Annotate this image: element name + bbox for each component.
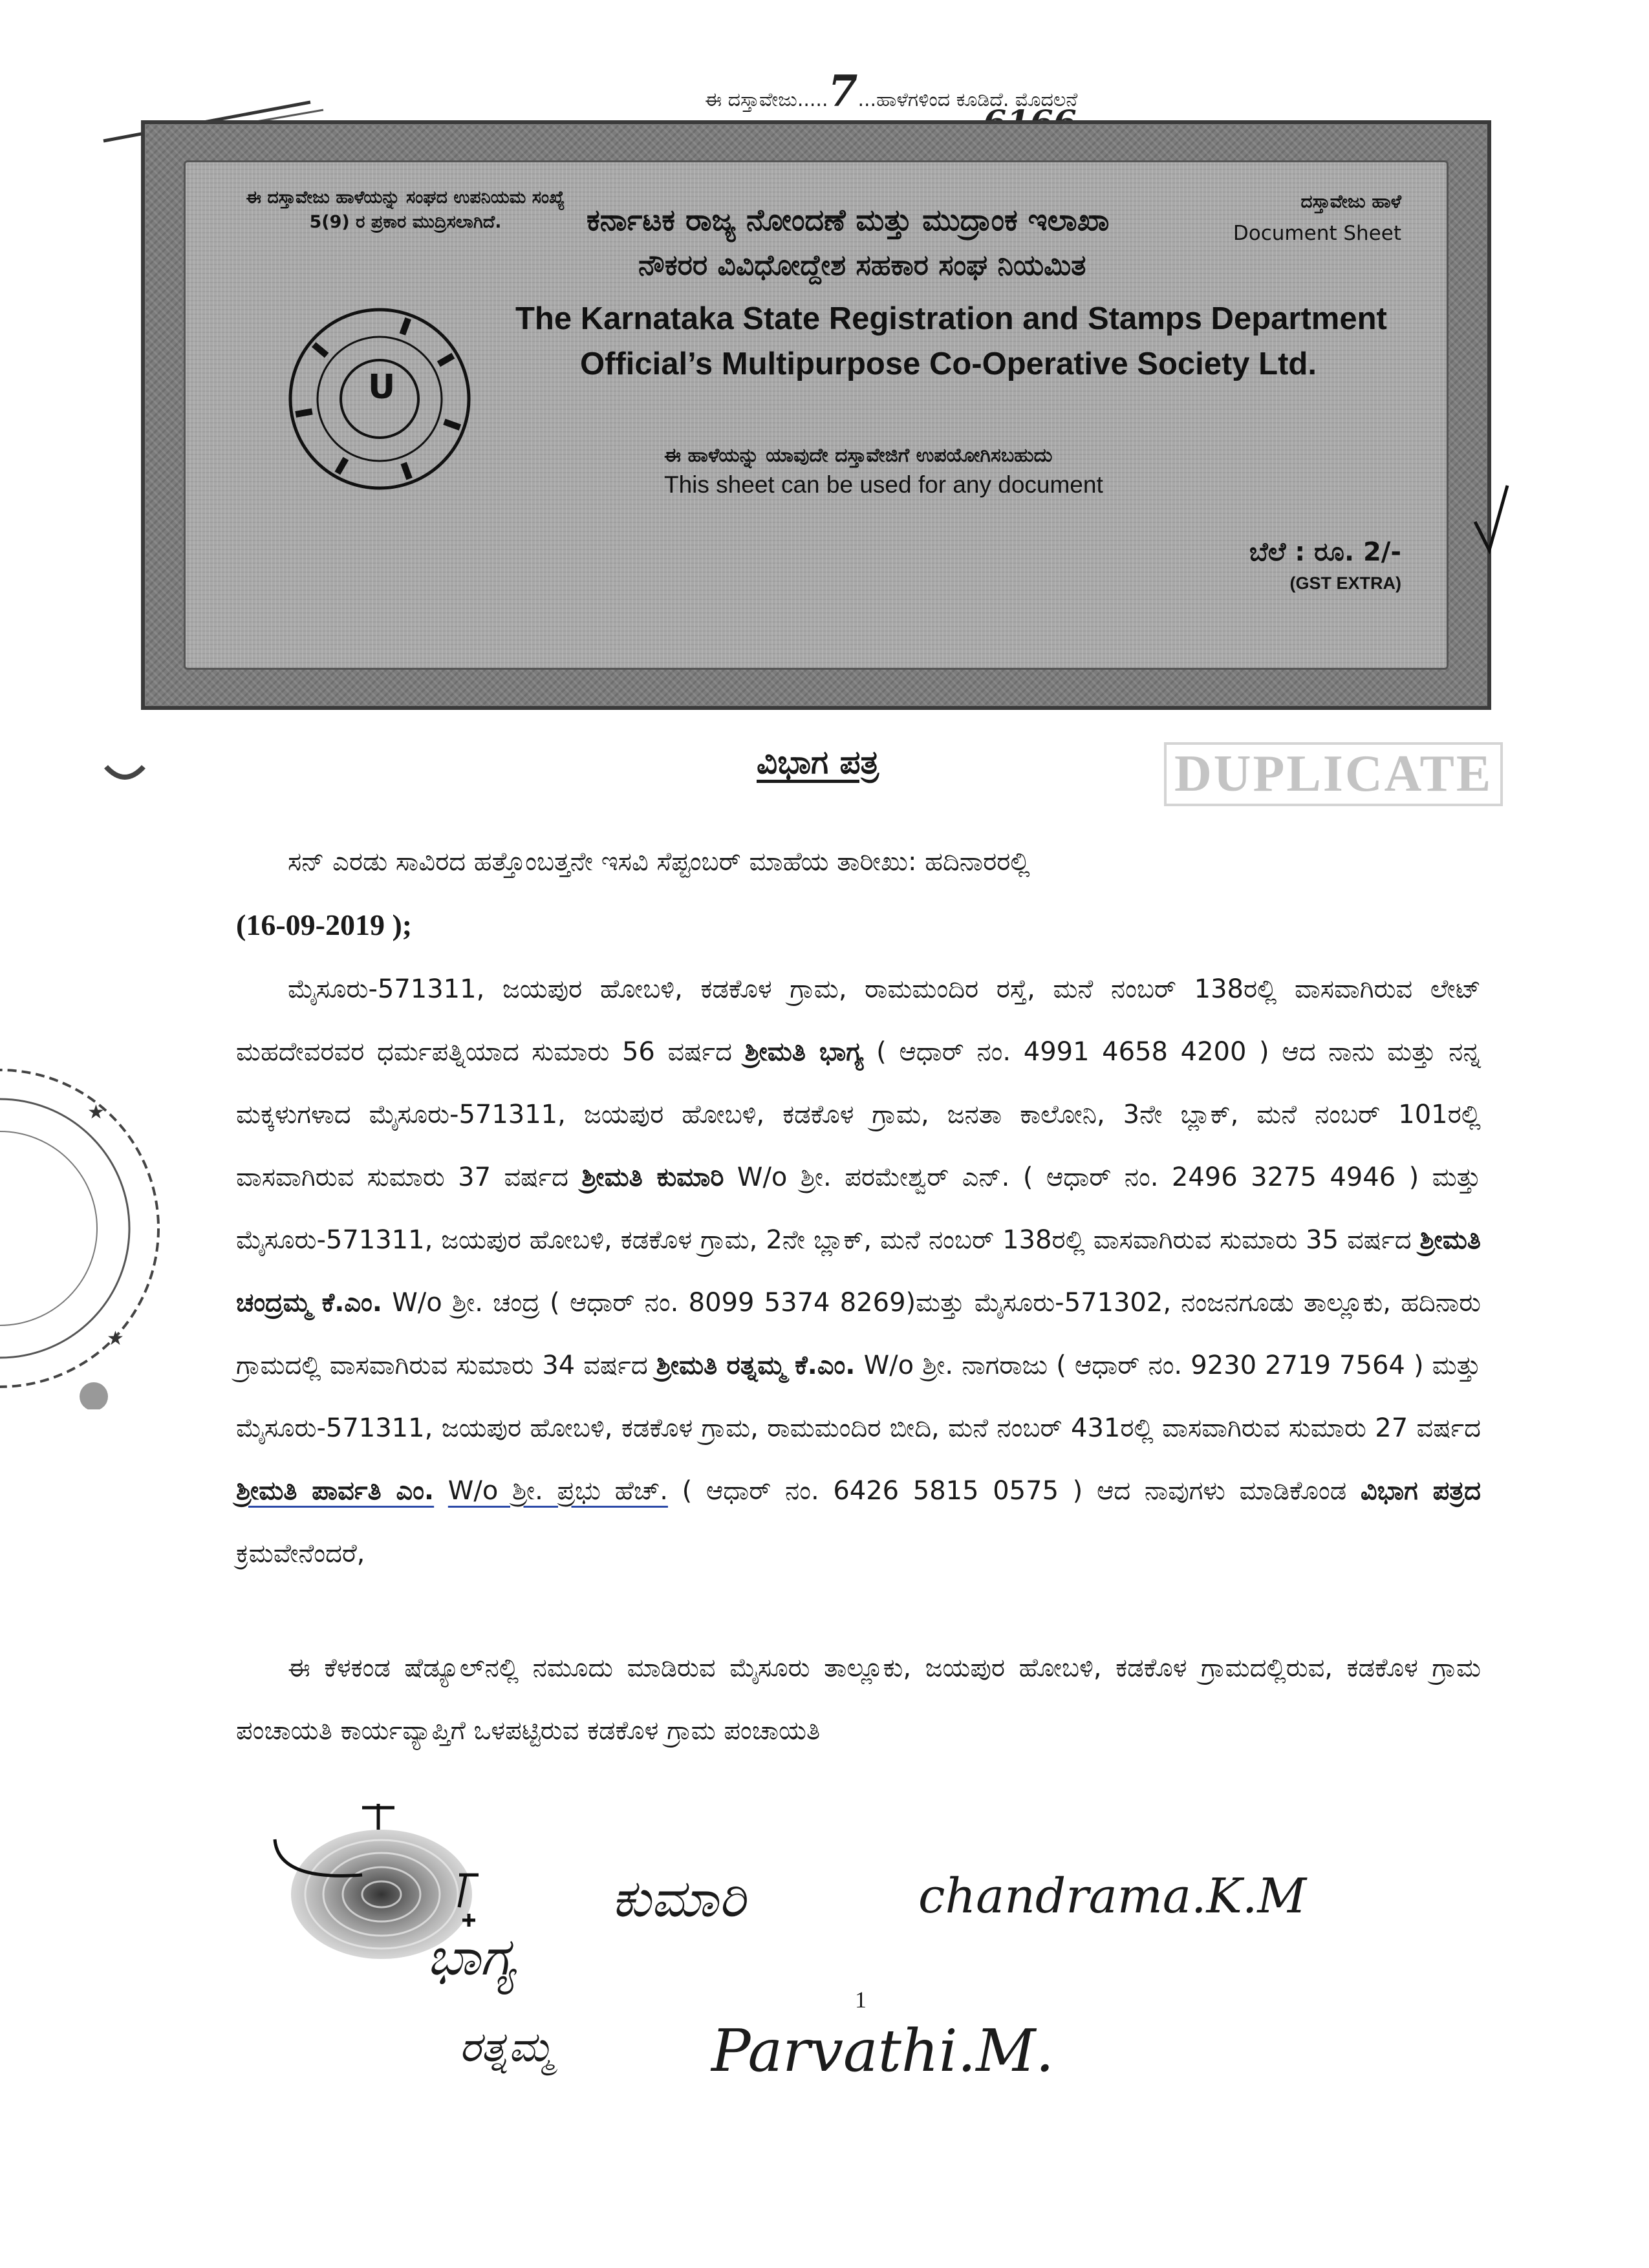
sheet-rule-text: ಈ ದಸ್ತಾವೇಜು ಹಾಳೆಯನ್ನು ಸಂಘದ ಉಪನಿಯಮ ಸಂಖ್ಯೆ 5(9) ರ ಪ್ರಕಾರ ಮುದ್ರಿಸಲಾಗಿದೆ. (246, 187, 565, 232)
date-text: ಸನ್ ಎರಡು ಸಾವಿರದ ಹತ್ತೊಂಬತ್ತನೇ ಇಸವಿ ಸೆಪ್ಟಂಬರ್ ಮಾಹೆಯ ತಾರೀಖು: ಹದಿನಾರರಲ್ಲಿ (288, 847, 1030, 877)
pages-note-suffix: ಹಾಳೆಗಳಿಂದ ಕೂಡಿದೆ. ಮೊದಲನೆ (876, 89, 1078, 111)
party-name: ಶ್ರೀಮತಿ ಕುಮಾರಿ (581, 1162, 724, 1192)
svg-text:★: ★ (87, 1101, 105, 1124)
department-name-kannada: ಕರ್ನಾಟಕ ರಾಜ್ಯ ನೋಂದಣೆ ಮತ್ತು ಮುದ್ರಾಂಕ ಇಲಾಖಾ (587, 202, 1110, 237)
party-relation: W/o ಶ್ರೀ. ಪ್ರಭು ಹೆಚ್. (447, 1476, 668, 1506)
pages-count: 7 (828, 66, 858, 116)
stamp-sheet-inner-panel (184, 160, 1449, 670)
party-text: W/o ಶ್ರೀ. ನಾಗರಾಜು ( ಆಧಾರ್ ನಂ. 9230 2719 7564 ) ಮತ್ತು ಮೈಸೂರು-571311, ಜಯಪುರ ಹೋಬಳಿ, ಕಡಕೊಳ ಗ್ರಾಮ, ರಾಮಮಂದಿರ ಬೀದಿ, ಮನೆ ನಂಬರ್ 431ರಲ್ಲಿ ವಾಸವಾಗಿರುವ ಸುಮಾರು 27 ವರ್ಷದ (236, 1351, 1482, 1443)
signature-chandrama: chandrama.K.M (918, 1868, 1307, 1924)
signature-rathnamma: ರತ್ನಮ್ಮ (459, 2024, 554, 2071)
party-text: ( ಆಧಾರ್ ನಂ. 6426 5815 0575 ) ಆದ ನಾವುಗಳು ಮಾಡಿಕೊಂಡ (682, 1476, 1347, 1506)
sheet-label-english: Document Sheet (1233, 222, 1401, 245)
party-text: W/o ಶ್ರೀ. ಪರಮೇಶ್ವರ್ ಎನ್. ( ಆಧಾರ್ ನಂ. 2496 3275 4946 ) ಮತ್ತು ಮೈಸೂರು-571311, ಜಯಪುರ ಹೋಬಳಿ, ಕಡಕೊಳ ಗ್ರಾಮ, 2ನೇ ಬ್ಲಾಕ್, ಮನೆ ನಂಬರ್ 138ರಲ್ಲಿ ವಾಸವಾಗಿರುವ ಸುಮಾರು 35 ವರ್ಷದ (236, 1162, 1481, 1255)
party-name: ಶ್ರೀಮತಿ ಭಾಗ್ಯ (744, 1037, 864, 1067)
tick-mark-icon (1472, 483, 1511, 554)
seal-letter: U (368, 368, 396, 407)
signature-kumari: ಕುಮಾರಿ (611, 1868, 746, 1929)
duplicate-stamp: DUPLICATE (1164, 742, 1503, 806)
party-text: ( ಆಧಾರ್ ನಂ. 4991 4658 4200 ) ಆದ ನಾನು ಮತ್ತು ನನ್ನ ಮಕ್ಕಳುಗಳಾದ ಮೈಸೂರು-571311, ಜಯಪುರ ಹೋಬಳಿ, ಕಡಕೊಳ ಗ್ರಾಮ, ಜನತಾ ಕಾಲೋನಿ, 3ನೇ ಬ್ಲಾಕ್, ಮನೆ ನಂಬರ್ 101ರಲ್ಲಿ ವಾಸವಾಗಿರುವ ಸುಮಾರು 37 ವರ್ಷದ (236, 1037, 1481, 1192)
department-name-english: The Karnataka State Registration and Stamps Department (515, 301, 1387, 336)
document-title: ವಿಭಾಗ ಪತ್ರ (757, 744, 879, 781)
signature-parvathi: Parvathi.M. (711, 2017, 1054, 2085)
date-paragraph (236, 831, 1481, 958)
punch-hole-mark (103, 762, 146, 787)
parties-paragraph (236, 958, 1481, 1585)
society-name-english: Official’s Multipurpose Co-Operative Society Ltd. (580, 347, 1317, 381)
party-text: ಮೈಸೂರು-571311, ಜಯಪುರ ಹೋಬಳಿ, ಕಡಕೊಳ ಗ್ರಾಮ, ರಾಮಮಂದಿರ ರಸ್ತೆ, ಮನೆ ನಂಬರ್ 138ರಲ್ಲಿ ವಾಸವಾಗಿರುವ ಲೇಟ್ ಮಹದೇವರವರ ಧರ್ಮಪತ್ನಿಯಾದ ಸುಮಾರು 56 ವರ್ಷದ (236, 974, 1481, 1067)
schedule-paragraph: ಈ ಕೆಳಕಂಡ ಷೆಡ್ಯೂಲ್‌ನಲ್ಲಿ ನಮೂದು ಮಾಡಿರುವ ಮೈಸೂರು ತಾಲ್ಲೂಕು, ಜಯಪುರ ಹೋಬಳಿ, ಕಡಕೊಳ ಗ್ರಾಮದಲ್ಲಿರುವ, ಕಡಕೊಳ ಗ್ರಾಮ ಪಂಚಾಯತಿ ಕಾರ್ಯವ್ಯಾಪ್ತಿಗೆ ಒಳಪಟ್ಟಿರುವ ಕಡಕೊಳ ಗ್ರಾಮ ಪಂಚಾಯತಿ (236, 1653, 1481, 1746)
date-numeric: (16-09-2019 ); (236, 908, 413, 941)
office-round-seal-icon (0, 1047, 168, 1409)
page-count-annotation: ಈ ದಸ್ತಾವೇಜು.....7...ಹಾಳೆಗಳಿಂದ ಕೂಡಿದೆ. ಮೊದಲನೆ (705, 53, 1209, 150)
party-text: W/o ಶ್ರೀ. ಚಂದ್ರ ( ಆಧಾರ್ ನಂ. 8099 5374 8269)ಮತ್ತು ಮೈಸೂರು-571302, ನಂಜನಗೂಡು ತಾಲ್ಲೂಕು, ಹದಿನಾರು ಗ್ರಾಮದಲ್ಲಿ ವಾಸವಾಗಿರುವ ಸುಮಾರು 34 ವರ್ಷದ (236, 1288, 1481, 1380)
usage-note-kannada: ಈ ಹಾಳೆಯನ್ನು ಯಾವುದೇ ದಸ್ತಾವೇಜಿಗೆ ಉಪಯೋಗಿಸಬಹುದು (664, 444, 1053, 467)
signature-bhagya: ಭಾಗ್ಯ (427, 1927, 516, 1987)
stamp-sheet-banner (141, 120, 1491, 710)
sheet-price: ಬೆಲೆ : ರೂ. 2/- (1249, 537, 1401, 567)
usage-note-english: This sheet can be used for any document (664, 471, 1103, 498)
page-number: 1 (855, 1987, 867, 2013)
pages-note-prefix: ಈ ದಸ್ತಾವೇಜು (705, 89, 797, 111)
deed-name: ವಿಭಾಗ ಪತ್ರದ (1360, 1476, 1481, 1506)
party-text: ಕ್ರಮವೇನೆಂದರೆ, (236, 1539, 365, 1568)
party-name: ಶ್ರೀಮತಿ ಚಂದ್ರಮ್ಮ ಕೆ.ಎಂ. (236, 1225, 1481, 1318)
party-name: ಶ್ರೀಮತಿ ಪಾರ್ವತಿ ಎಂ. (236, 1476, 435, 1506)
sheet-label-kannada: ದಸ್ತಾವೇಜು ಹಾಳೆ (1300, 191, 1401, 212)
gst-note: (GST EXTRA) (1289, 573, 1401, 593)
party-name: ಶ್ರೀಮತಿ ರತ್ನಮ್ಮ ಕೆ.ಎಂ. (656, 1351, 856, 1380)
deed-body (236, 831, 1481, 1762)
svg-text:★: ★ (107, 1327, 124, 1350)
society-name-kannada: ನೌಕರರ ವಿವಿಧೋದ್ದೇಶ ಸಹಕಾರ ಸಂಘ ನಿಯಮಿತ (638, 249, 1086, 282)
